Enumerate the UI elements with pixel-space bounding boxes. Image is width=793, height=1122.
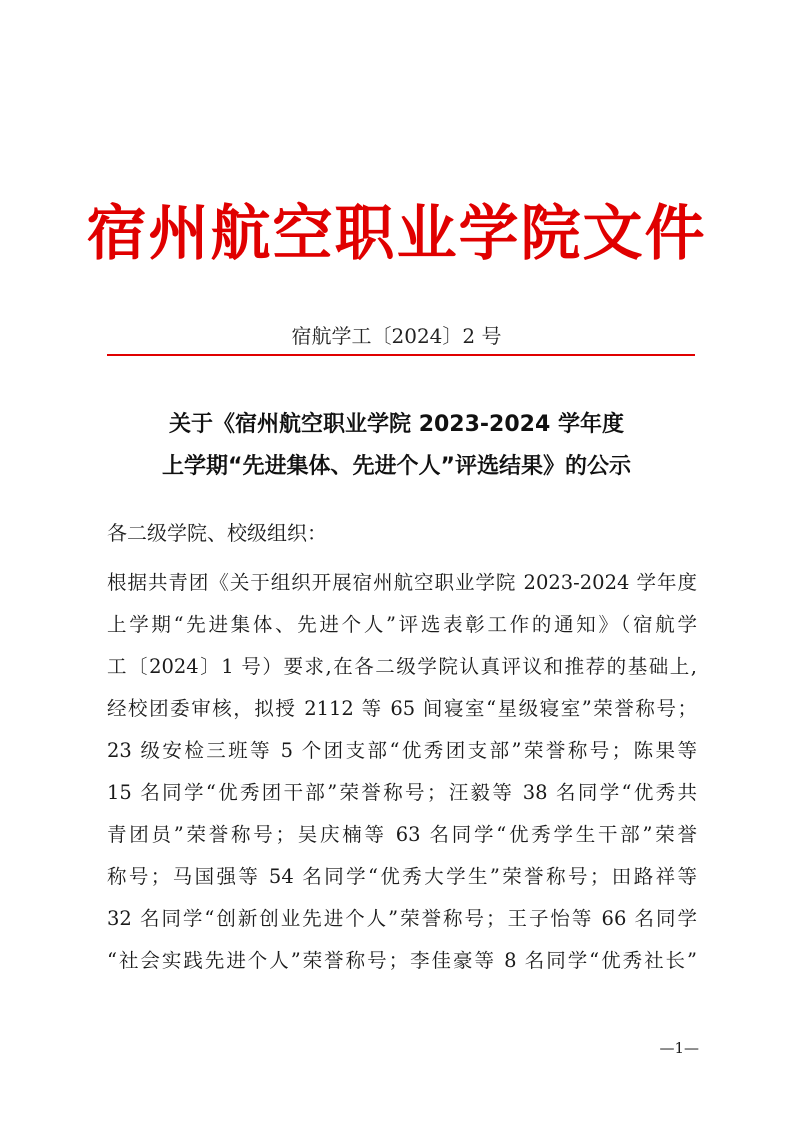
- salutation: 各二级学院、校级组织：: [107, 521, 327, 545]
- header-divider: [107, 354, 695, 356]
- body-paragraph: [107, 562, 697, 982]
- body-line: 根据共青团《关于组织开展宿州航空职业学院 2023-2024 学年度: [107, 571, 697, 594]
- notice-title-line-2: 上学期“先进集体、先进个人”评选结果》的公示: [162, 454, 631, 479]
- body-line: “社会实践先进个人”荣誉称号；李佳豪等 8 名同学“优秀社长”: [107, 949, 697, 972]
- document-number: 宿航学工〔2024〕2 号: [291, 324, 502, 348]
- body-line: 工〔2024〕1 号）要求,在各二级学院认真评议和推荐的基础上,: [107, 655, 697, 678]
- body-line: 23 级安检三班等 5 个团支部“优秀团支部”荣誉称号；陈果等: [107, 739, 697, 762]
- body-line: 上学期“先进集体、先进个人”评选表彰工作的通知》（宿航学: [107, 613, 697, 636]
- body-line: 青团员”荣誉称号；吴庆楠等 63 名同学“优秀学生干部”荣誉: [107, 823, 697, 846]
- body-line: 15 名同学“优秀团干部”荣誉称号；汪毅等 38 名同学“优秀共: [107, 781, 697, 804]
- body-line: 32 名同学“创新创业先进个人”荣誉称号；王子怡等 66 名同学: [107, 907, 697, 930]
- notice-title-line-1: 关于《宿州航空职业学院 2023-2024 学年度: [169, 412, 624, 437]
- notice-title: [0, 404, 793, 488]
- body-line: 经校团委审核，拟授 2112 等 65 间寝室“星级寝室”荣誉称号；: [107, 697, 697, 720]
- page-number: —1—: [659, 1039, 699, 1057]
- body-line: 称号；马国强等 54 名同学“优秀大学生”荣誉称号；田路祥等: [107, 865, 697, 888]
- document-header-title: 宿州航空职业学院文件: [86, 199, 707, 269]
